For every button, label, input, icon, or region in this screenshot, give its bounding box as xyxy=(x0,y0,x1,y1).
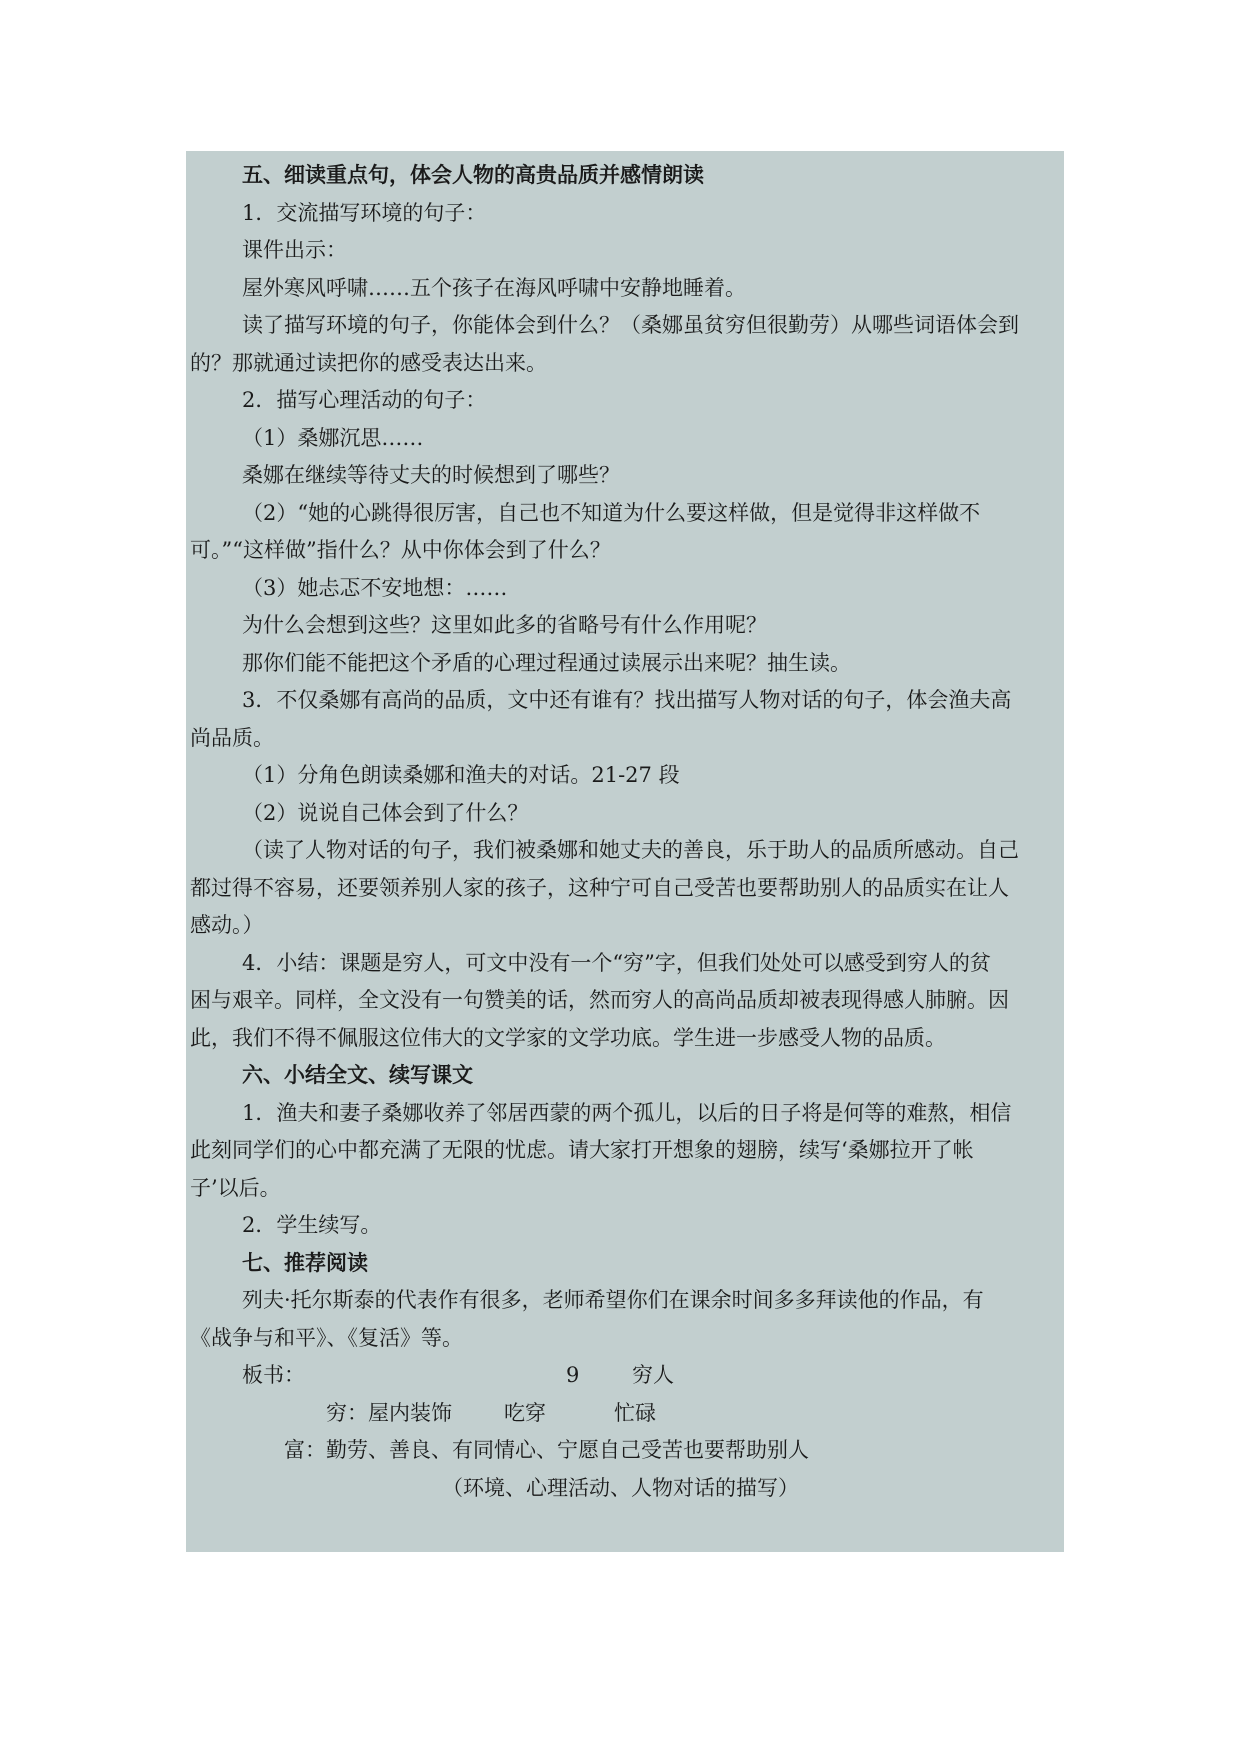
item-3-note-continued: 都过得不容易，还要领养别人家的孩子，这种宁可自己受苦也要帮助别人的品质实在让人 xyxy=(190,875,1009,900)
paragraph-line: 读了描写环境的句子，你能体会到什么？（桑娜虽贫穷但很勤劳）从哪些词语体会到 xyxy=(242,313,1019,337)
item-3-note: （读了人物对话的句子，我们被桑娜和她丈夫的善良，乐于助人的品质所感动。自己 xyxy=(242,838,1019,862)
environment-quote: 屋外寒风呼啸……五个孩子在海风呼啸中安静地睡着。 xyxy=(242,275,746,300)
item-3-sub-1: （1）分角色朗读桑娜和渔夫的对话。21-27 段 xyxy=(242,763,680,787)
sub-item-1: （1）桑娜沉思…… xyxy=(242,425,424,450)
section-five-item-3-continued: 尚品质。 xyxy=(190,725,274,750)
board-note: （环境、心理活动、人物对话的描写） xyxy=(442,1475,799,1500)
section-five-item-3: 3．不仅桑娜有高尚的品质，文中还有谁有？找出描写人物对话的句子，体会渔夫高 xyxy=(242,688,1012,712)
section-five-heading: 五、细读重点句，体会人物的高贵品质并感情朗读 xyxy=(242,163,704,187)
board-label: 板书： xyxy=(242,1363,305,1387)
section-five-item-4: 4．小结：课题是穷人，可文中没有一个“穷”字，但我们处处可以感受到穷人的贫 xyxy=(242,950,991,975)
sub-item-2: （2）“她的心跳得很厉害，自己也不知道为什么要这样做，但是觉得非这样做不 xyxy=(242,500,981,525)
item-3-sub-2: （2）说说自己体会到了什么？ xyxy=(242,800,529,825)
sub-item-3: （3）她忐忑不安地想：…… xyxy=(242,575,508,600)
board-rich-label: 富： xyxy=(284,1438,326,1462)
section-six-heading: 六、小结全文、续写课文 xyxy=(242,1063,473,1087)
board-poor-item: 吃穿 xyxy=(504,1400,546,1425)
reading-recommendation: 列夫·托尔斯泰的代表作有很多，老师希望你们在课余时间多多拜读他的作品，有 xyxy=(242,1288,984,1312)
paragraph-line: 的？那就通过读把你的感受表达出来。 xyxy=(190,350,547,375)
section-five-item-4-continued: 此，我们不得不佩服这位伟大的文学家的文学功底。学生进一步感受人物的品质。 xyxy=(190,1025,946,1050)
section-five-item-2: 2．描写心理活动的句子： xyxy=(242,388,487,412)
question-line: 为什么会想到这些？这里如此多的省略号有什么作用呢？ xyxy=(242,613,767,637)
section-six-item-1-continued: 此刻同学们的心中都充满了无限的忧虑。请大家打开想象的翅膀，续写‘桑娜拉开了帐 xyxy=(190,1138,974,1162)
board-lesson-number: 9 xyxy=(566,1363,580,1387)
board-poor-item: 屋内装饰 xyxy=(368,1400,452,1425)
section-five-item-4-continued: 困与艰辛。同样，全文没有一句赞美的话，然而穷人的高尚品质却被表现得感人肺腑。因 xyxy=(190,988,1009,1012)
question-line: 桑娜在继续等待丈夫的时候想到了哪些？ xyxy=(242,463,620,487)
section-six-item-1: 1．渔夫和妻子桑娜收养了邻居西蒙的两个孤儿，以后的日子将是何等的难熬，相信 xyxy=(242,1100,1012,1125)
board-lesson-title: 穷人 xyxy=(632,1363,674,1387)
courseware-label: 课件出示： xyxy=(242,238,347,262)
board-poor-label: 穷： xyxy=(326,1400,368,1425)
lesson-plan-panel xyxy=(186,151,1064,1552)
item-3-note-continued: 感动。） xyxy=(190,913,264,937)
section-six-item-1-continued: 子’以后。 xyxy=(190,1175,281,1200)
section-five-item-1: 1．交流描写环境的句子： xyxy=(242,200,487,225)
board-poor-item: 忙碌 xyxy=(614,1400,656,1425)
board-note-row xyxy=(190,1470,1060,1508)
board-poor-row xyxy=(190,1395,1060,1433)
reading-recommendation-continued: 《战争与和平》、《复活》等。 xyxy=(190,1325,463,1350)
board-rich-text: 勤劳、善良、有同情心、宁愿自己受苦也要帮助别人 xyxy=(326,1438,809,1462)
sub-item-2-continued: 可。”“这样做”指什么？从中你体会到了什么？ xyxy=(190,538,611,562)
board-title-row xyxy=(190,1357,1060,1395)
section-seven-heading: 七、推荐阅读 xyxy=(242,1250,368,1275)
board-rich-row xyxy=(190,1432,1060,1470)
lesson-plan-content xyxy=(190,157,1060,1507)
section-six-item-2: 2．学生续写。 xyxy=(242,1213,382,1237)
question-line: 那你们能不能把这个矛盾的心理过程通过读展示出来呢？抽生读。 xyxy=(242,650,851,675)
